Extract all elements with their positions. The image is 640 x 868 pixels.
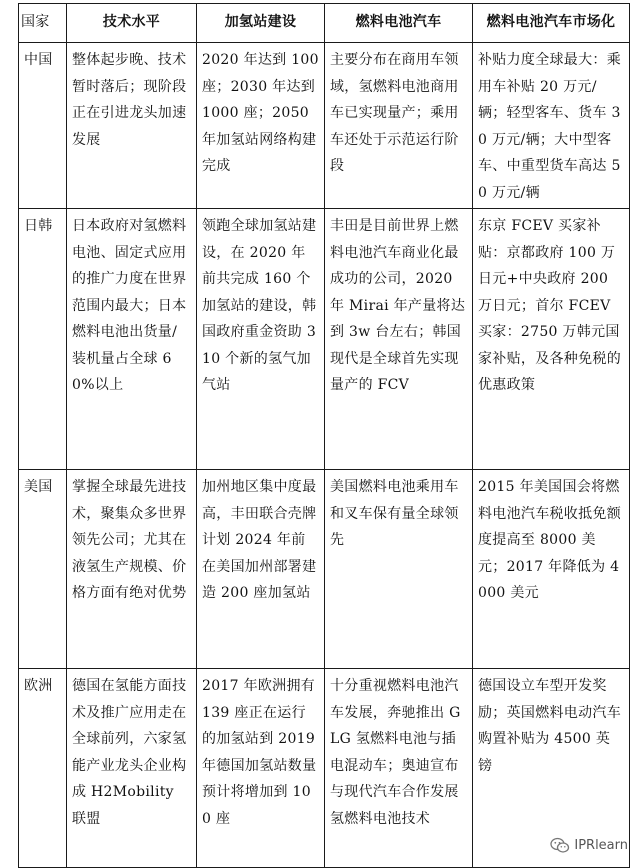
cell-market: 2015 年美国国会将燃料电池汽车税收抵免额度提高至 8000 美元；2017 年降低为 4000 美元	[473, 470, 630, 669]
cell-stations: 加州地区集中度最高，丰田联合壳牌计划 2024 年前在美国加州部署建造 200 座加氢站	[197, 470, 325, 669]
cell-stations: 2017 年欧洲拥有 139 座正在运行的加氢站到 2019 年德国加氢站数量预计将增加到 100 座	[197, 669, 325, 868]
cell-market: 德国设立车型开发奖励；英国燃料电动汽车购置补贴为 4500 英镑	[473, 669, 630, 868]
cell-tech: 整体起步晚、技术暂时落后；现阶段正在引进龙头加速发展	[67, 43, 197, 209]
comparison-table	[18, 3, 630, 868]
table-row	[19, 669, 630, 868]
header-country: 国家	[19, 4, 67, 43]
watermark-text: IPRlearn	[574, 838, 628, 853]
cell-tech: 日本政府对氢燃料电池、固定式应用的推广力度在世界范围内最大；日本燃料电池出货量/装机量占全球 60%以上	[67, 209, 197, 470]
cell-stations: 领跑全球加氢站建设，在 2020 年前共完成 160 个加氢站的建设，韩国政府重金资助 310 个新的氢气加气站	[197, 209, 325, 470]
table-row	[19, 43, 630, 209]
cell-country: 中国	[19, 43, 67, 209]
header-station-construction: 加氢站建设	[197, 4, 325, 43]
table-row	[19, 209, 630, 470]
header-tech-level: 技术水平	[67, 4, 197, 43]
cell-vehicles: 主要分布在商用车领域，氢燃料电池商用车已实现量产；乘用车还处于示范运行阶段	[325, 43, 473, 209]
cell-tech: 德国在氢能方面技术及推广应用走在全球前列，六家氢能产业龙头企业构成 H2Mobility 联盟	[67, 669, 197, 868]
cell-vehicles: 丰田是目前世界上燃料电池汽车商业化最成功的公司，2020 年 Mirai 年产量将达到 3w 台左右；韩国现代是全球首先实现量产的 FCV	[325, 209, 473, 470]
table-row	[19, 470, 630, 669]
watermark	[550, 837, 628, 854]
cell-market: 东京 FCEV 买家补贴：京都政府 100 万日元+中央政府 200 万日元；首尔 FCEV 买家：2750 万韩元国家补贴，及各种免税的优惠政策	[473, 209, 630, 470]
cell-tech: 掌握全球最先进技术，聚集众多世界领先公司；尤其在液氢生产规模、价格方面有绝对优势	[67, 470, 197, 669]
cell-vehicles: 十分重视燃料电池汽车发展，奔驰推出 GLG 氢燃料电池与插电混动车；奥迪宣布与现代汽车合作发展氢燃料电池技术	[325, 669, 473, 868]
cell-vehicles: 美国燃料电池乘用车和叉车保有量全球领先	[325, 470, 473, 669]
cell-country: 美国	[19, 470, 67, 669]
cell-country: 欧洲	[19, 669, 67, 868]
header-fuel-cell-vehicles: 燃料电池汽车	[325, 4, 473, 43]
cell-country: 日韩	[19, 209, 67, 470]
table-header-row	[19, 4, 630, 43]
header-fcv-marketization: 燃料电池汽车市场化	[473, 4, 630, 43]
cell-market: 补贴力度全球最大：乘用车补贴 20 万元/辆；轻型客车、货车 30 万元/辆；大中型客车、中重型货车高达 50 万元/辆	[473, 43, 630, 209]
wechat-icon	[550, 837, 570, 854]
cell-stations: 2020 年达到 100 座；2030 年达到 1000 座；2050 年加氢站网络构建完成	[197, 43, 325, 209]
